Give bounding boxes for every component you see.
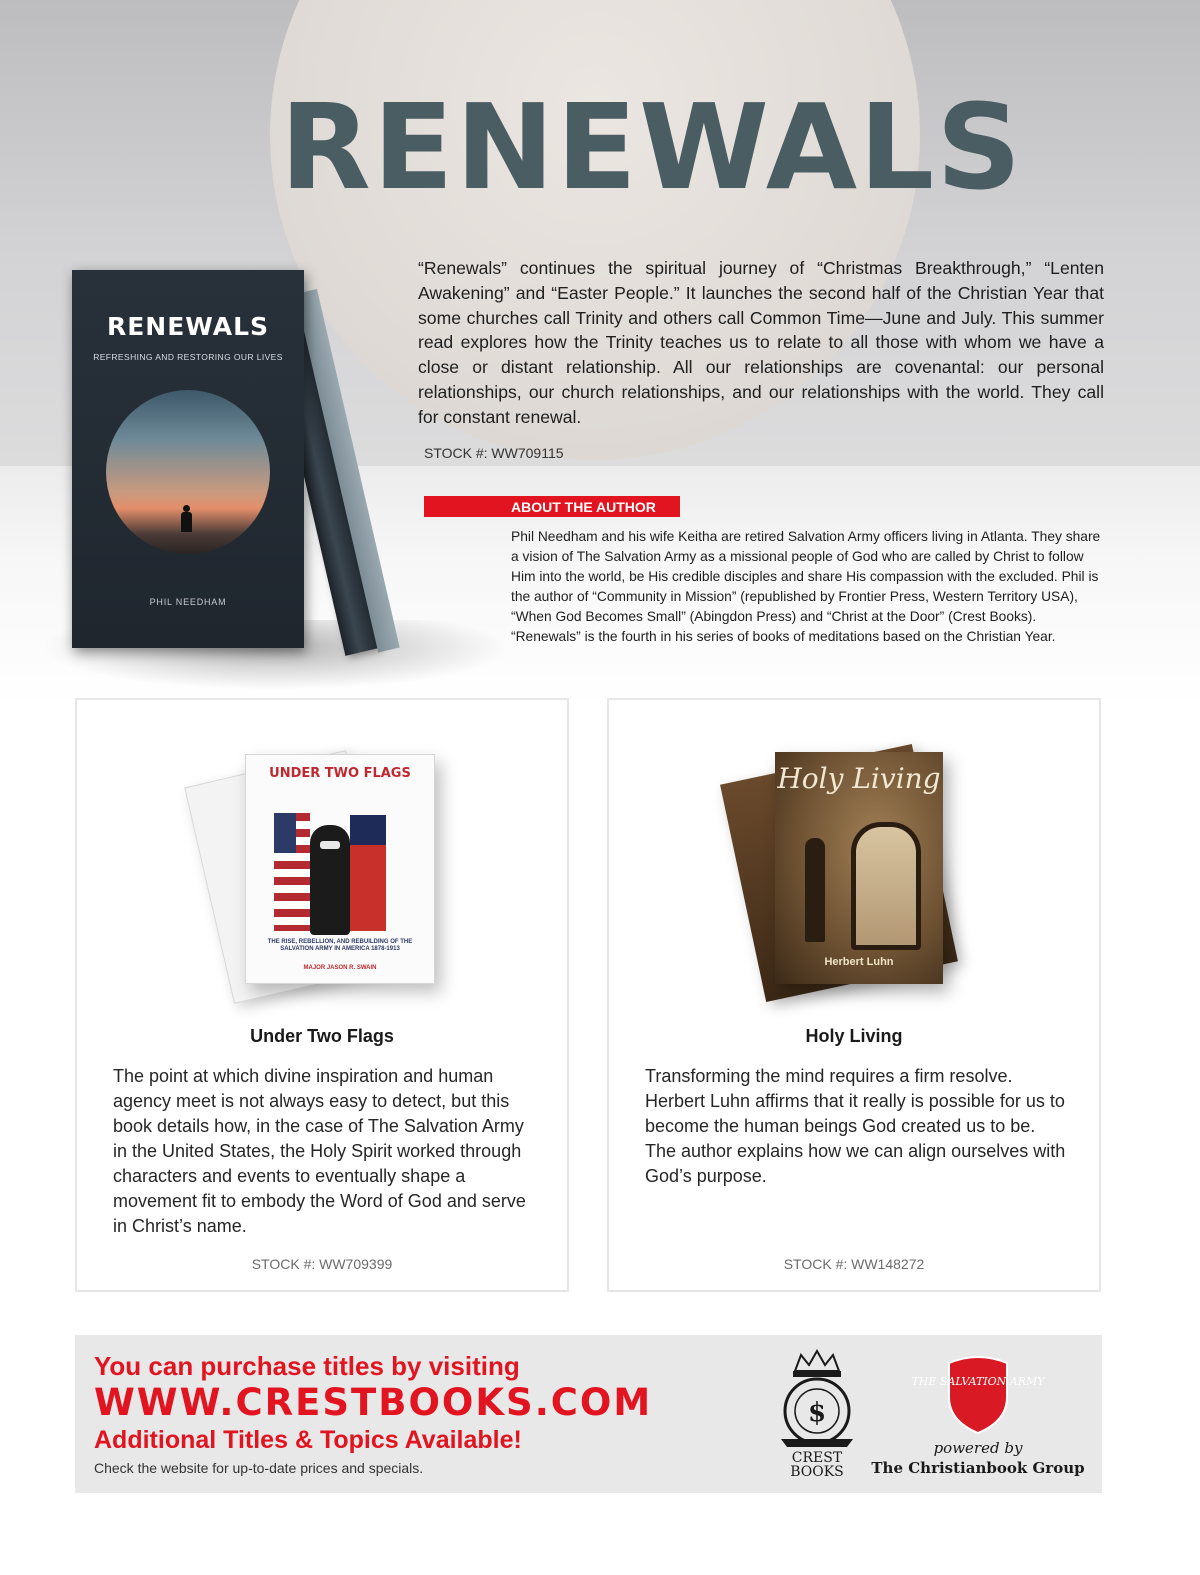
person-silhouette bbox=[805, 838, 825, 942]
us-flag-canton bbox=[274, 813, 296, 853]
book-cover-title: Holy Living bbox=[777, 762, 941, 795]
product-description: The point at which divine inspiration and human agency meet is not always easy to detect, but this book details how, in the case of The Salvation Army in the United States, the Holy Spirit worked through characters and events to eventually shape a movement fit to embody the Word of God and serve in Christ’s name. bbox=[113, 1066, 526, 1236]
book-cover-sunset-window bbox=[106, 390, 270, 554]
product-card-holy-living[interactable] bbox=[607, 698, 1101, 1292]
product-stock-number: STOCK #: WW709399 bbox=[251, 1256, 393, 1272]
crestbooks-link[interactable]: WWW.CRESTBOOKS.COM bbox=[94, 1381, 653, 1424]
mirror-illustration bbox=[851, 822, 921, 950]
purchase-banner bbox=[75, 1335, 1102, 1493]
pricing-note: Check the website for up-to-date prices and specials. bbox=[94, 1460, 424, 1476]
book-cover-holy-living bbox=[775, 752, 943, 984]
book-cover-title: UNDER TWO FLAGS bbox=[269, 766, 411, 781]
book-cover-author: MAJOR JASON R. SWAIN bbox=[303, 965, 377, 971]
book-description: “Renewals” continues the spiritual journey of “Christmas Breakthrough,” “Lenten Awakening” and “Easter People.” It launches the second half of the Christian Year that some churches call Trinity and others call Common Time—June and July. This summer read explores how the Trinity teaches us to relate to all those with whom we have a close or distant relationship. All our relationships are covenantal: our personal relationships, our church relationships, and our relationships with the world. They call for constant renewal. bbox=[418, 258, 1104, 427]
product-card-under-two-flags[interactable] bbox=[75, 698, 569, 1292]
book-cover-author: PHIL NEEDHAM bbox=[149, 597, 227, 607]
book-cover-under-two-flags bbox=[245, 754, 435, 984]
product-title: Holy Living bbox=[805, 1026, 903, 1046]
product-title: Under Two Flags bbox=[250, 1026, 394, 1046]
shield-text: THE SALVATION ARMY bbox=[911, 1375, 1045, 1388]
book-cover-author: Herbert Luhn bbox=[824, 956, 894, 968]
purchase-intro: You can purchase titles by visiting bbox=[94, 1351, 520, 1381]
additional-titles: Additional Titles & Topics Available! bbox=[94, 1426, 522, 1454]
crest-books-label: CREST BOOKS bbox=[790, 1450, 844, 1480]
svg-text:$: $ bbox=[807, 1398, 827, 1428]
salvation-army-flag bbox=[350, 815, 386, 931]
product-stock-number: STOCK #: WW148272 bbox=[783, 1256, 925, 1272]
book-cover-renewals bbox=[72, 270, 304, 648]
salvation-army-shield-icon bbox=[911, 1355, 1045, 1435]
about-author-text: Phil Needham and his wife Keitha are retired Salvation Army officers living in Atlanta. They share a vision of The Salvation Army as a missional people of God who are called by Christ to follow Him into the world, be His credible disciples and share His compassion with the excluded. Phil is the author of “Community in Mission” (republished by Frontier Press, Western Territory USA), “When God Becomes Small” (Abingdon Press) and “Christ at the Door” (Crest Books). “Renewals” is the fourth in his series of books of meditations based on the Christian Year. bbox=[511, 529, 1101, 644]
book-cover-subtitle: REFRESHING AND RESTORING OUR LIVES bbox=[93, 352, 283, 362]
book-cover-subtitle: THE RISE, REBELLION, AND REBUILDING OF THE SALVATION ARMY IN AMERICA 1878-1913 bbox=[267, 939, 413, 952]
stock-number: STOCK #: WW709115 bbox=[424, 445, 564, 461]
silhouette-body bbox=[181, 512, 192, 532]
book-cover-title: RENEWALS bbox=[106, 312, 270, 341]
about-author-heading: ABOUT THE AUTHOR bbox=[511, 499, 656, 515]
page-title: RENEWALS bbox=[280, 78, 1024, 216]
woman-collar bbox=[320, 841, 340, 849]
silhouette-head bbox=[183, 505, 190, 512]
powered-by-label: powered by bbox=[933, 1439, 1023, 1457]
product-description: Transforming the mind requires a firm resolve. Herbert Luhn affirms that it really is possible for us to become the human beings God created us to be. The author explains how we can align ourselves with God’s purpose. bbox=[645, 1066, 1066, 1186]
christianbook-group-logo: The Christianbook Group bbox=[871, 1459, 1085, 1477]
